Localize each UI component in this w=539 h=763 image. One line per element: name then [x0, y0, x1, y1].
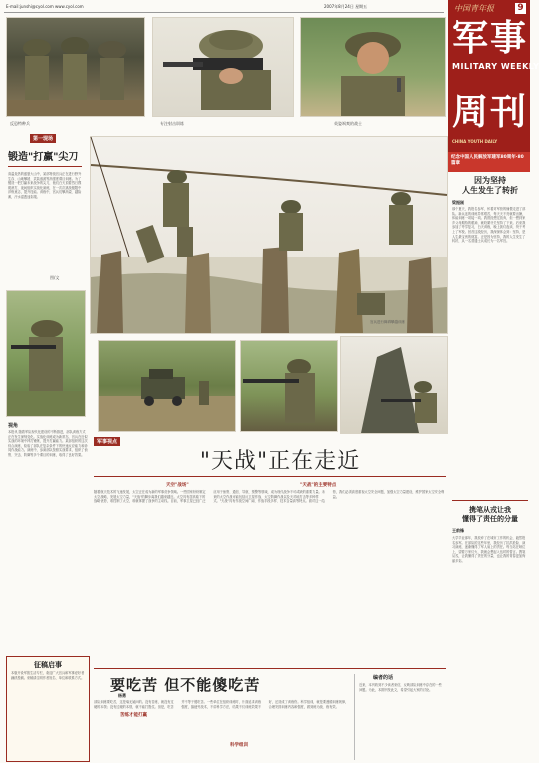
weekly-title: [452, 20, 528, 132]
soldier-rifle-image: [241, 341, 337, 431]
mid-left-body: 本报讯 随着军队现代化建设的不断推进，部队训练方式正在发生深刻变化。实战化训练成为新常态，官兵在近似实战的环境中摔打锤炼，提升打赢能力。某部组织的这次综合演练，检验了部队在复杂条件下的快速反应能力和协同作战能力。演练中，参演部队按照实战要求，组织了侦察、突击、防御等多个课目的训练，取得了良好效果。: [8, 430, 88, 457]
photo-caption-1: 反恐特种兵: [10, 121, 30, 126]
feature-headline: "天战"正在走近: [199, 449, 361, 474]
notice-box: [6, 656, 90, 762]
left-photo: [6, 290, 86, 417]
notice-title: 征稿启事: [34, 661, 62, 669]
masthead-logo: 中国青年报: [454, 4, 494, 13]
header-contact: E-mail:junshi@cyol.com www.cyol.com: [6, 4, 84, 9]
main-photo-caption: 官兵进行障碍攀越训练: [370, 320, 405, 324]
feature-body: 随着航天技术的飞速发展，太空正在成为新的军事竞争领域。一些国家纷纷制定太空战略，发展太空力量，"天战"的脚步离我们越来越近。太空具有居高临下的战略优势，谁控制了太空，谁就掌握了战争的主动权。目前，军事卫星已经广泛应用于侦察、通信、导航、预警等领域，成为现代战争不可或缺的重要力量。未来的太空作战可能包括反卫星作战、太空防御作战以及天对地打击等多种样式。"天战"具有作战空间广阔、作战手段多样、技术含量高等特点。面对这一趋势，我们必须高度重视太空安全问题，加强太空力量建设，维护国家太空安全利益。: [94, 490, 445, 504]
top-photo-3: [300, 17, 446, 117]
armored-vehicle-image: [99, 341, 235, 431]
header-date: 2007年8月24日 星期五: [324, 4, 368, 9]
obstacle-training-image: [91, 137, 447, 333]
masthead: [448, 0, 539, 152]
page-number: 9: [515, 3, 526, 14]
bottom-sub-1: 苦练才能打赢: [120, 713, 147, 718]
left-credit: 图/文: [50, 275, 60, 280]
editor-note: [354, 674, 447, 760]
soldier-portrait-image: [301, 18, 445, 116]
vehicle-photo: [98, 340, 236, 432]
editor-note-body: 近来，本刊收到不少读者来信，反映部队训练中存在的一些问题。为此，本期刊发此文，希望引起大家的讨论。: [359, 683, 442, 692]
sidebar-headline: 因为坚持 人生发生了转折: [462, 176, 518, 195]
photo-caption-3: 英姿飒爽的战士: [334, 121, 362, 126]
bottom-author: 杨勇: [118, 693, 126, 698]
sidebar-banner-text: 纪念中国人民解放军建军80周年·80篇章: [451, 155, 524, 166]
header-strip: [4, 3, 444, 13]
sniper-image: [153, 18, 293, 116]
rock-climb-photo: [340, 336, 448, 434]
sidebar-body: 那个夏天，我报名参军，怀着对军营的憧憬走进了部队。新兵连的训练异常艰苦，每天天不亮就要出操，体能训练一项接一项。我曾经想过放弃，但一想到家乡父母期待的眼神，就咬紧牙关坚持了下来。后来我参加了考学复习，白天训练，晚上挑灯夜读，终于考上了军校。回首这段经历，我深深体会到：坚持，是人生最宝贵的财富。正是因为坚持，我的人生发生了转折，从一名普通士兵成长为一名军官。: [452, 207, 526, 244]
bottom-sub-2: 科学组训: [230, 743, 248, 748]
weekly-title-line-1: 军事: [452, 18, 529, 59]
soldier-aiming-image: [7, 291, 85, 416]
soldiers-group-image: [7, 18, 144, 116]
view-tag: 视角: [8, 423, 19, 429]
feature-sub-1: 天空"战场": [166, 483, 189, 488]
feature-sub-2: "天战"的主要特点: [300, 483, 337, 488]
bottom-body: 部队训练要吃苦，这是毫无疑问的。没有苦练，就没有过硬的本领；没有过硬的本领，就不能打胜仗。但是，吃苦并不等于傻吃苦。一些单位在组织训练时，片面追求训练强度，搞疲劳战术，不讲科学方法，结果不仅训练效果不好，还造成了训练伤。科学组训，就是要遵循训练规律，合理安排训练内容和强度，做到练为战、练有效。: [94, 700, 349, 709]
sidebar-author-2: 王前锋: [452, 528, 464, 533]
sidebar-body-2: 大学毕业那年，我放弃了在城市工作的机会，毅然报名参军。在部队的这些年里，我经历了抗洪抢险、演习演练，逐渐懂得了军人肩上的责任。每当站在哨位上，望着万家灯火，我就会想起入伍时的誓言。携笔从戎，让我懂得了责任的分量，也让我的青春更加绚丽多彩。: [452, 536, 526, 563]
bottom-headline: 要吃苦 但不能傻吃苦: [110, 676, 261, 694]
left-body: 高温炎热的盛夏大山中，某部特战官兵正在进行野外生存、山地攀援、武装泅渡等高强度课目训练。为了锻造一把打赢未来战争的尖刀，他们白天顶着烈日摸爬滚打，夜间组织实战化演练，在一次次挑战极限中淬炼意志，提升技能。训练中，官兵们攀高索、越险滩，汗水湿透迷彩服。: [8, 172, 82, 199]
notice-body: 本版开设军旅生活专栏，欢迎广大官兵和军事爱好者踊跃投稿。来稿请注明作者姓名、单位和联系方式。: [11, 671, 85, 680]
photo-caption-2: 专注射击训练: [160, 121, 184, 126]
editor-note-title: 编者的话: [373, 675, 394, 681]
section-tag-view: 军事视点: [94, 437, 120, 446]
main-photo: [90, 136, 448, 334]
rock-soldier-image: [341, 337, 447, 433]
weekly-title-block: [452, 18, 529, 133]
sub-english: CHINA YOUTH DAILY: [452, 139, 498, 144]
left-headline: 锻造"打赢"尖刀: [8, 152, 79, 163]
soldier-gun-photo: [240, 340, 338, 432]
sidebar-headline-2: 携笔从戎让我 懂得了责任的分量: [462, 506, 518, 523]
sidebar-banner: [448, 152, 530, 172]
weekly-title-line-2: 周刊: [452, 92, 529, 133]
sidebar-author: 梁振刚: [452, 200, 464, 205]
weekly-english: MILITARY WEEKLY: [452, 62, 539, 71]
section-tag-scene: 第一现场: [30, 134, 56, 143]
top-photo-1: [6, 17, 145, 117]
top-photo-2: [152, 17, 294, 117]
